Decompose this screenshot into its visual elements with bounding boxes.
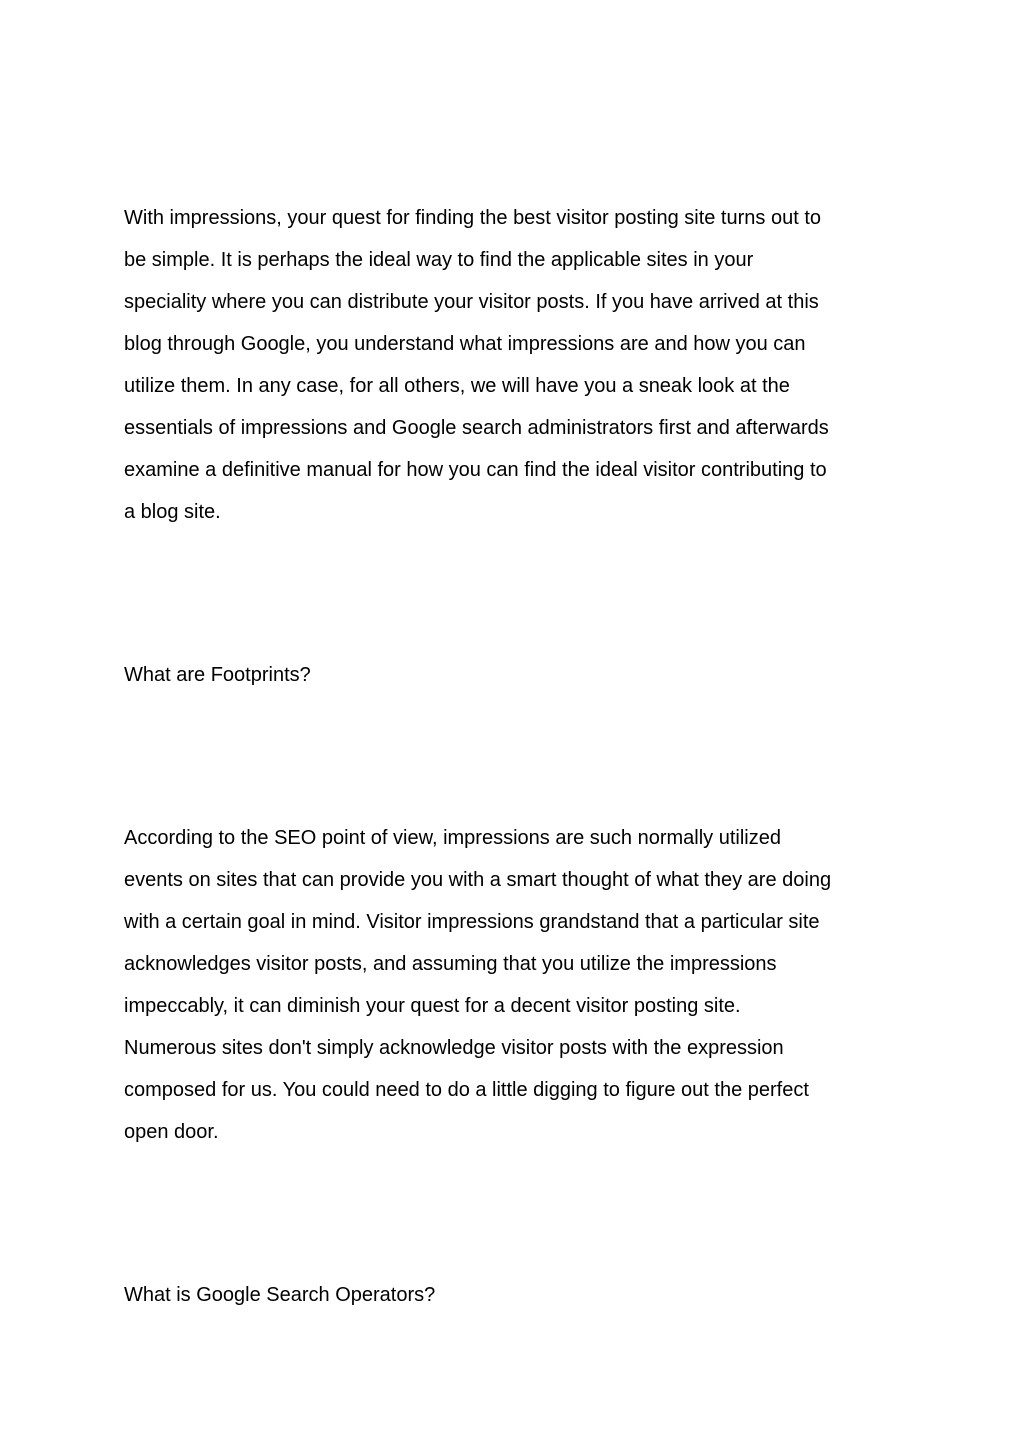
paragraph-line: acknowledges visitor posts, and assuming that you utilize the impressions: [124, 953, 777, 975]
paragraph-line: Numerous sites don't simply acknowledge visitor posts with the expression: [124, 1037, 784, 1059]
paragraph-line: essentials of impressions and Google search administrators first and afterwards: [124, 417, 829, 439]
paragraph-line: be simple. It is perhaps the ideal way to find the applicable sites in your: [124, 249, 754, 271]
paragraph-line: utilize them. In any case, for all others, we will have you a sneak look at the: [124, 375, 790, 397]
paragraph-line: According to the SEO point of view, impressions are such normally utilized: [124, 827, 781, 849]
paragraph-line: impeccably, it can diminish your quest for a decent visitor posting site.: [124, 995, 741, 1017]
paragraph-line: open door.: [124, 1121, 219, 1143]
section-heading-search-operators: What is Google Search Operators?: [124, 1284, 436, 1306]
paragraph-line: examine a definitive manual for how you can find the ideal visitor contributing to: [124, 459, 827, 481]
paragraph-line: With impressions, your quest for finding the best visitor posting site turns out to: [124, 207, 821, 229]
paragraph-line: events on sites that can provide you with a smart thought of what they are doing: [124, 869, 832, 891]
paragraph-line: a blog site.: [124, 501, 221, 523]
section-heading-footprints: What are Footprints?: [124, 664, 311, 686]
paragraph-line: blog through Google, you understand what impressions are and how you can: [124, 333, 806, 355]
paragraph-line: speciality where you can distribute your visitor posts. If you have arrived at this: [124, 291, 819, 313]
paragraph-line: composed for us. You could need to do a little digging to figure out the perfect: [124, 1079, 809, 1101]
paragraph-line: with a certain goal in mind. Visitor impressions grandstand that a particular site: [124, 911, 820, 933]
